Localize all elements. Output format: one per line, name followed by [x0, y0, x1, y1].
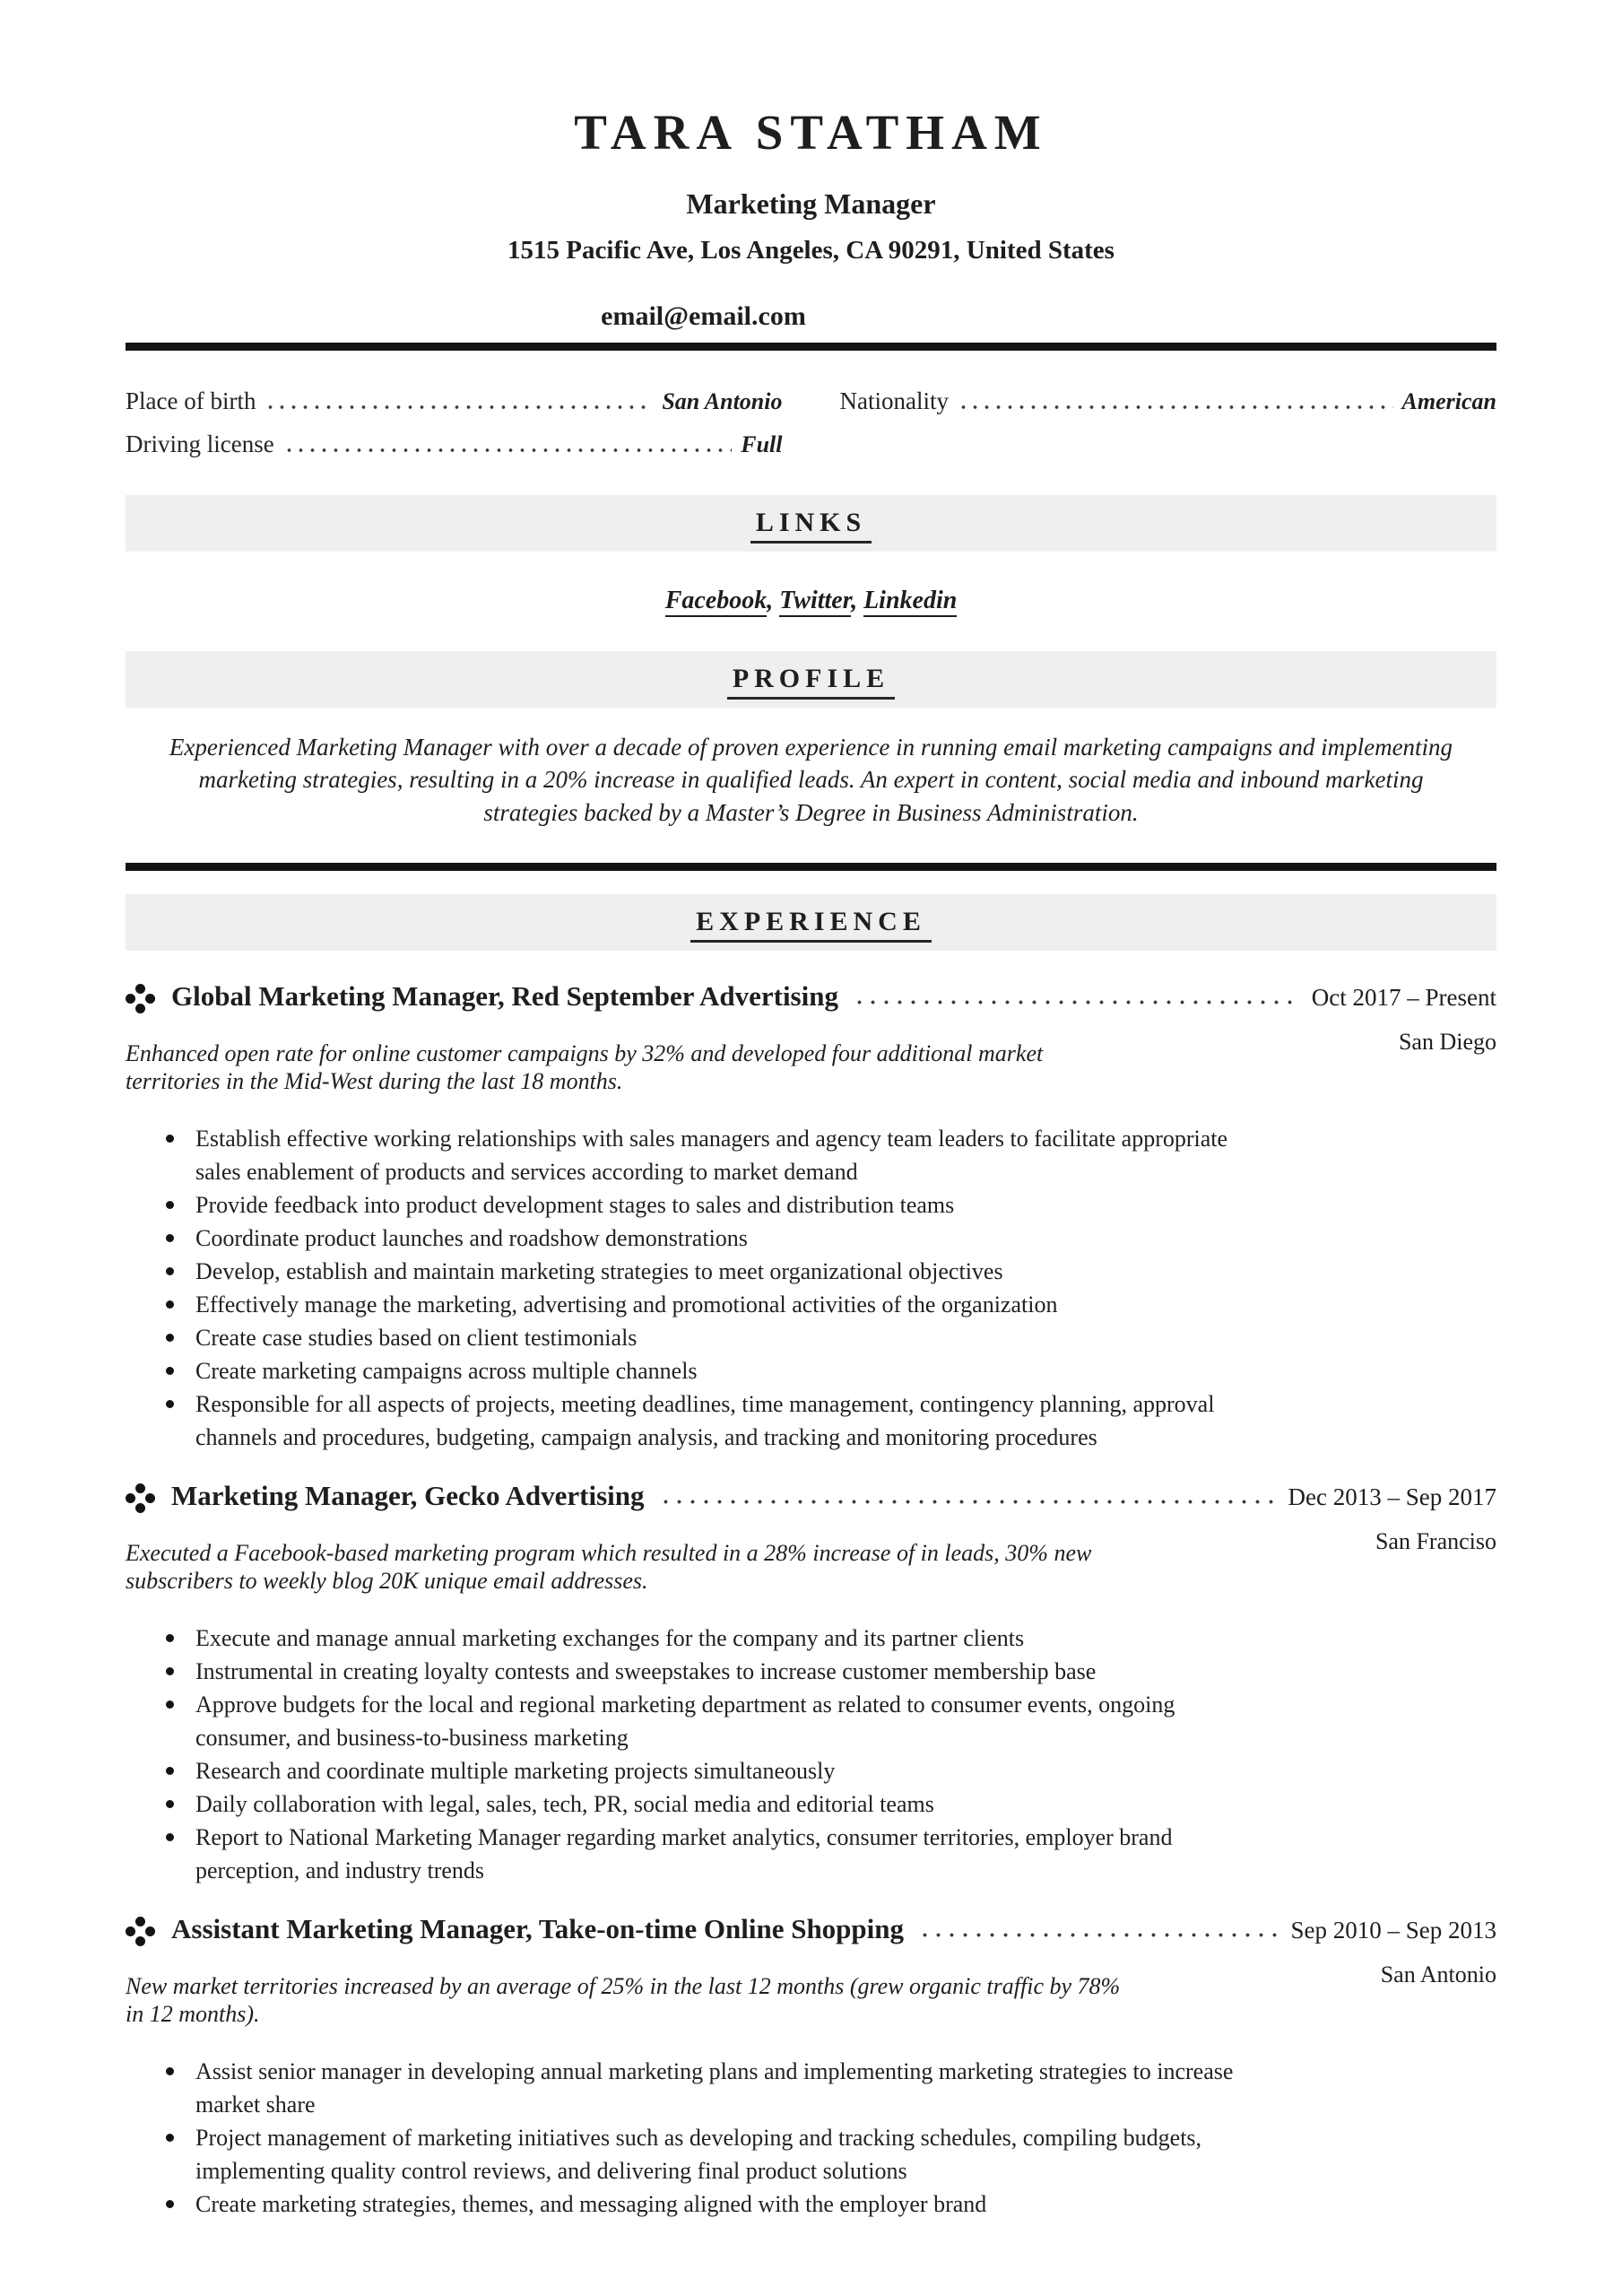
- bullet-item: Create case studies based on client testimonials: [195, 1321, 1240, 1354]
- bullet-item: Responsible for all aspects of projects, meeting deadlines, time management, contingency planning, approval channels and procedures, budgeting, campaign analysis, and tracking and monitoring procedures: [195, 1387, 1240, 1454]
- detail-label: Nationality: [839, 387, 949, 414]
- links-list: [126, 587, 1496, 615]
- job-subheader: [126, 1945, 1496, 2028]
- person-name: TARA STATHAM: [574, 105, 1048, 160]
- job-location: San Franciso: [1375, 1528, 1496, 1555]
- bullet-item: Daily collaboration with legal, sales, tech, PR, social media and editorial teams: [195, 1787, 1240, 1821]
- person-role: Marketing Manager: [686, 187, 936, 220]
- experience-heading: EXPERIENCE: [690, 909, 932, 943]
- header-divider: [126, 343, 1496, 351]
- job-bullet-list: [126, 2055, 1496, 2221]
- link-separator: ,: [767, 587, 780, 614]
- link-linkedin[interactable]: Linkedin: [863, 587, 957, 617]
- detail-value: San Antonio: [662, 388, 783, 414]
- bullet-item: Instrumental in creating loyalty contests and sweepstakes to increase customer membership base: [195, 1655, 1240, 1688]
- dot-leader: [659, 1481, 1276, 1512]
- section-experience: [126, 894, 1496, 2221]
- job-title: Assistant Marketing Manager, Take-on-time Online Shopping: [171, 1913, 905, 1945]
- bullet-item: Effectively manage the marketing, advertising and promotional activities of the organization: [195, 1288, 1240, 1321]
- detail-value: Full: [741, 431, 783, 457]
- experience-entry: [126, 1481, 1496, 1887]
- detail-nationality: [840, 387, 1497, 416]
- job-header: [126, 981, 1496, 1013]
- job-subheader: [126, 1013, 1496, 1095]
- bullet-item: Project management of marketing initiatives such as developing and tracking schedules, compiling budgets, implementing quality control reviews, and delivering final product solutions: [195, 2121, 1240, 2187]
- job-period: Dec 2013 – Sep 2017: [1288, 1483, 1496, 1511]
- bullet-item: Create marketing strategies, themes, and messaging aligned with the employer brand: [195, 2187, 1240, 2221]
- job-header: [126, 1481, 1496, 1512]
- job-bullet-list: [126, 1122, 1496, 1454]
- dot-leader: [265, 387, 653, 416]
- detail-place-of-birth: [126, 387, 783, 416]
- job-header: [126, 1914, 1496, 1945]
- job-title: Marketing Manager, Gecko Advertising: [171, 1480, 645, 1512]
- person-address: 1515 Pacific Ave, Los Angeles, CA 90291, United States: [507, 236, 1115, 265]
- job-subheader: [126, 1512, 1496, 1595]
- four-dot-diamond-icon: [126, 1917, 155, 1946]
- bullet-item: Provide feedback into product development stages to sales and distribution teams: [195, 1188, 1240, 1222]
- detail-label: Driving license: [126, 430, 274, 457]
- link-facebook[interactable]: Facebook: [665, 587, 768, 617]
- bullet-item: Execute and manage annual marketing exchanges for the company and its partner clients: [195, 1622, 1240, 1655]
- job-period: Oct 2017 – Present: [1311, 984, 1496, 1012]
- bullet-item: Coordinate product launches and roadshow demonstrations: [195, 1222, 1240, 1255]
- person-email: email@email.com: [601, 301, 806, 331]
- job-title: Global Marketing Manager, Red September Advertising: [171, 980, 838, 1013]
- bullet-item: Report to National Marketing Manager regarding market analytics, consumer territories, employer brand perception, and industry trends: [195, 1821, 1240, 1887]
- bullet-item: Approve budgets for the local and regional marketing department as related to consumer events, ongoing consumer, and business-to-business marketing: [195, 1688, 1240, 1754]
- detail-empty-cell: [840, 430, 1497, 459]
- profile-heading: PROFILE: [727, 665, 895, 700]
- section-links: [126, 495, 1496, 615]
- dot-leader: [283, 430, 733, 459]
- job-bullet-list: [126, 1622, 1496, 1887]
- experience-entry: [126, 1914, 1496, 2221]
- section-profile: [126, 651, 1496, 830]
- experience-entry: [126, 981, 1496, 1454]
- link-twitter[interactable]: Twitter: [779, 587, 851, 617]
- four-dot-diamond-icon: [126, 984, 155, 1013]
- personal-details: [126, 387, 1496, 459]
- links-heading-band: [126, 495, 1496, 552]
- four-dot-diamond-icon: [126, 1483, 155, 1513]
- detail-value: American: [1401, 388, 1496, 414]
- job-summary: Executed a Facebook-based marketing program which resulted in a 28% increase of in leads, 30% new subscribers to weekly blog 20K unique email addresses.: [126, 1540, 1092, 1595]
- bullet-item: Assist senior manager in developing annual marketing plans and implementing marketing strategies to increase market share: [195, 2055, 1240, 2121]
- bullet-item: Create marketing campaigns across multiple channels: [195, 1354, 1240, 1387]
- job-location: San Diego: [1398, 1029, 1496, 1056]
- links-heading: LINKS: [750, 509, 872, 544]
- job-summary: New market territories increased by an average of 25% in the last 12 months (grew organic traffic by 78% in 12 months).: [126, 1973, 1121, 2028]
- header: [126, 0, 1496, 330]
- dot-leader: [958, 387, 1393, 416]
- profile-heading-band: [126, 651, 1496, 708]
- bullet-item: Develop, establish and maintain marketing strategies to meet organizational objectives: [195, 1255, 1240, 1288]
- job-location: San Antonio: [1380, 1961, 1496, 1988]
- bullet-item: Establish effective working relationships with sales managers and agency team leaders to facilitate appropriate sales enablement of products and services according to market demand: [195, 1122, 1240, 1188]
- dot-leader: [853, 981, 1299, 1013]
- section-divider: [126, 863, 1496, 871]
- experience-heading-band: [126, 894, 1496, 951]
- detail-label: Place of birth: [126, 387, 256, 414]
- dot-leader: [918, 1914, 1278, 1945]
- job-summary: Enhanced open rate for online customer campaigns by 32% and developed four additional market territories in the Mid-West during the last 18 months.: [126, 1040, 1044, 1095]
- link-separator: ,: [851, 587, 864, 614]
- detail-driving-license: [126, 430, 783, 459]
- job-period: Sep 2010 – Sep 2013: [1290, 1917, 1496, 1944]
- profile-text: Experienced Marketing Manager with over a decade of proven experience in running email marketing campaigns and implementing marketing strategies, resulting in a 20% increase in qualified leads. An expert in content, social media and inbound marketing strategies backed by a Master’s Degree in Business Administration.: [169, 733, 1453, 826]
- bullet-item: Research and coordinate multiple marketing projects simultaneously: [195, 1754, 1240, 1787]
